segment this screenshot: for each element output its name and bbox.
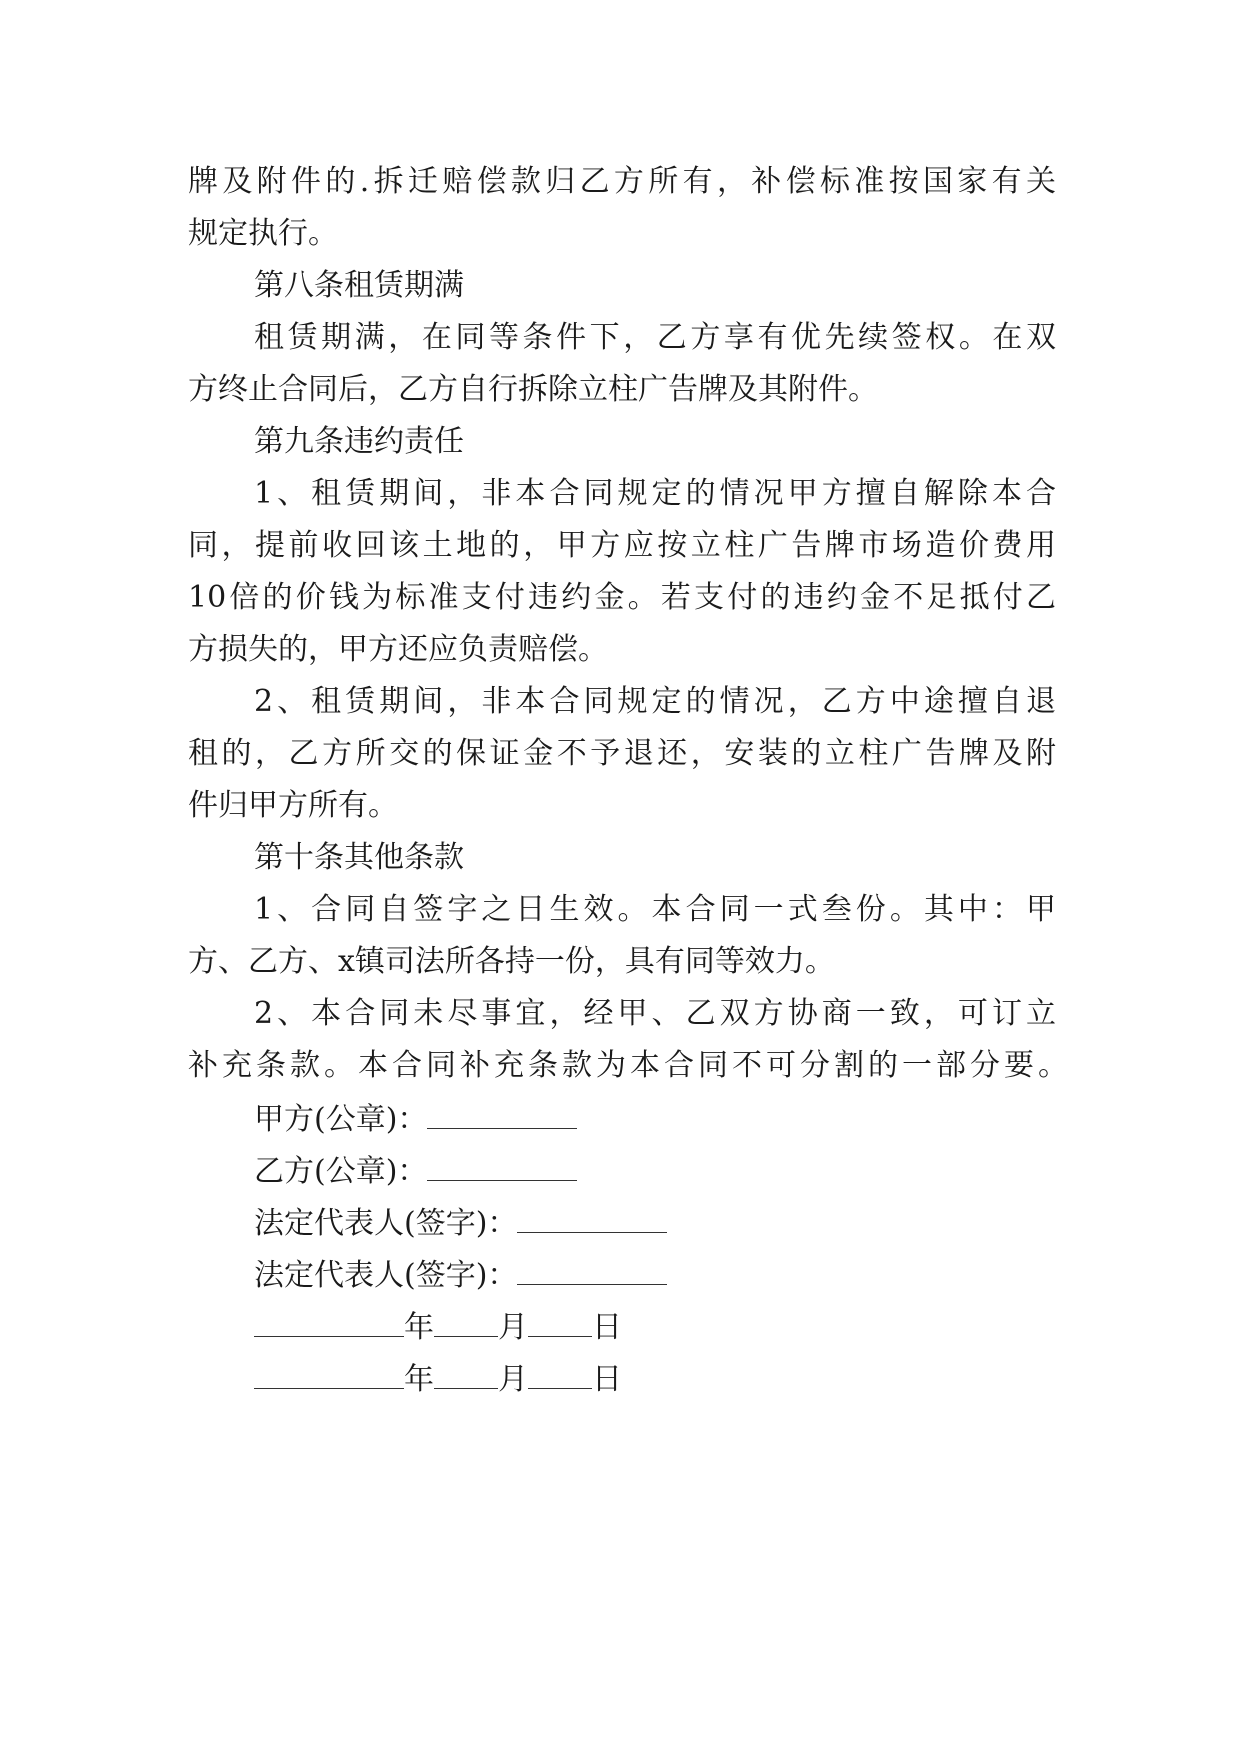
month-blank bbox=[434, 1356, 498, 1389]
year-label: 年 bbox=[404, 1310, 434, 1345]
section-heading-article-10: 第十条其他条款 bbox=[254, 840, 464, 875]
paragraph-line: 2、本合同未尽事宜，经甲、乙双方协商一致，可订立 bbox=[254, 996, 1056, 1031]
signature-label: 甲方(公章)： bbox=[254, 1102, 428, 1137]
signature-label: 法定代表人(签字)： bbox=[254, 1258, 518, 1293]
paragraph-line: 1、租赁期间，非本合同规定的情况甲方擅自解除本合 bbox=[254, 476, 1056, 511]
paragraph-line: 牌及附件的.拆迁赔偿款归乙方所有，补偿标准按国家有关 bbox=[188, 164, 1056, 199]
paragraph-line: 10倍的价钱为标准支付违约金。若支付的违约金不足抵付乙 bbox=[188, 580, 1056, 615]
signature-party-a bbox=[254, 1096, 577, 1140]
signature-blank bbox=[427, 1096, 577, 1129]
signature-label: 乙方(公章)： bbox=[254, 1154, 428, 1189]
signature-party-b bbox=[254, 1148, 577, 1192]
paragraph-line: 方损失的，甲方还应负责赔偿。 bbox=[188, 632, 608, 667]
day-blank bbox=[528, 1304, 592, 1337]
year-blank bbox=[254, 1304, 404, 1337]
signature-representative-b bbox=[254, 1252, 667, 1296]
year-blank bbox=[254, 1356, 404, 1389]
day-label: 日 bbox=[592, 1310, 622, 1345]
month-blank bbox=[434, 1304, 498, 1337]
day-blank bbox=[528, 1356, 592, 1389]
paragraph-line: 件归甲方所有。 bbox=[188, 788, 398, 823]
signature-blank bbox=[517, 1252, 667, 1285]
section-heading-article-8: 第八条租赁期满 bbox=[254, 268, 464, 303]
month-label: 月 bbox=[498, 1310, 528, 1345]
paragraph-line: 补充条款。本合同补充条款为本合同不可分割的一部分要。 bbox=[188, 1048, 1068, 1083]
signature-label: 法定代表人(签字)： bbox=[254, 1206, 518, 1241]
date-line bbox=[254, 1304, 622, 1348]
signature-blank bbox=[517, 1200, 667, 1233]
signature-representative-a bbox=[254, 1200, 667, 1244]
paragraph-line: 租赁期满，在同等条件下，乙方享有优先续签权。在双 bbox=[254, 320, 1056, 355]
year-label: 年 bbox=[404, 1362, 434, 1397]
paragraph-line: 同，提前收回该土地的，甲方应按立柱广告牌市场造价费用 bbox=[188, 528, 1056, 563]
date-line bbox=[254, 1356, 622, 1400]
month-label: 月 bbox=[498, 1362, 528, 1397]
paragraph-line: 租的，乙方所交的保证金不予退还，安装的立柱广告牌及附 bbox=[188, 736, 1056, 771]
signature-blank bbox=[427, 1148, 577, 1181]
paragraph-line: 方、乙方、x镇司法所各持一份，具有同等效力。 bbox=[188, 944, 835, 979]
section-heading-article-9: 第九条违约责任 bbox=[254, 424, 464, 459]
paragraph-line: 1、合同自签字之日生效。本合同一式叁份。其中：甲 bbox=[254, 892, 1056, 927]
paragraph-line: 方终止合同后，乙方自行拆除立柱广告牌及其附件。 bbox=[188, 372, 878, 407]
paragraph-line: 规定执行。 bbox=[188, 216, 338, 251]
day-label: 日 bbox=[592, 1362, 622, 1397]
paragraph-line: 2、租赁期间，非本合同规定的情况，乙方中途擅自退 bbox=[254, 684, 1056, 719]
